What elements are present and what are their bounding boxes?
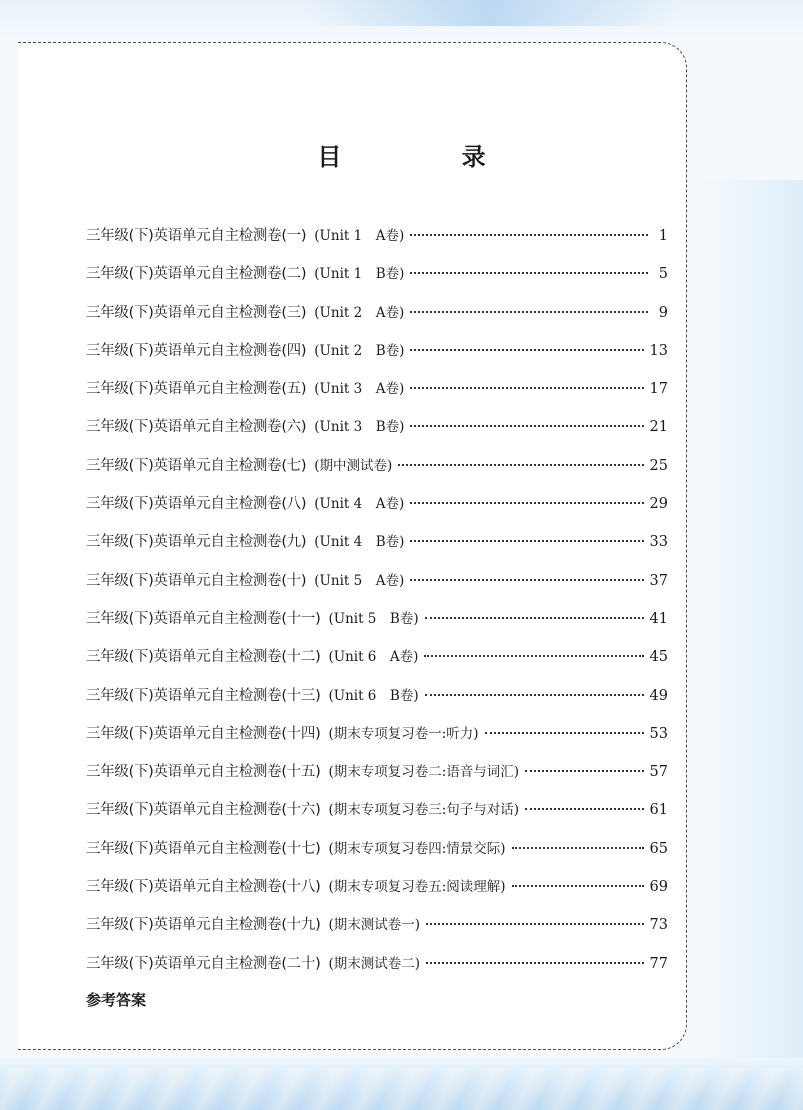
leader-dots — [410, 425, 643, 427]
toc-entry-note: (Unit 5 B卷) — [328, 610, 419, 627]
toc-entry-page: 45 — [649, 649, 668, 666]
leader-dots — [410, 579, 643, 581]
toc-entry-page: 25 — [649, 457, 668, 474]
toc-entry-title: 三年级(下)英语单元自主检测卷(二十) — [86, 955, 321, 972]
toc-entry-page: 29 — [649, 496, 668, 513]
table-of-contents — [86, 224, 668, 990]
answers-heading[interactable]: 参考答案 — [86, 991, 147, 1009]
toc-entry-title: 三年级(下)英语单元自主检测卷(十五) — [86, 764, 321, 781]
toc-entry-note: (期中测试卷) — [314, 457, 393, 474]
toc-entry-page: 1 — [658, 228, 668, 244]
toc-entry-title: 三年级(下)英语单元自主检测卷(七) — [86, 457, 307, 474]
toc-entry-note: (Unit 4 B卷) — [314, 534, 405, 551]
toc-entry-note: (Unit 6 A卷) — [328, 649, 419, 666]
leader-dots — [410, 502, 643, 504]
leader-dots — [424, 655, 643, 657]
toc-entry-page: 61 — [649, 802, 668, 819]
toc-entry-page: 41 — [649, 610, 668, 627]
toc-entry[interactable] — [86, 607, 668, 645]
toc-entry[interactable] — [86, 530, 668, 568]
toc-entry-page: 69 — [649, 879, 668, 896]
leader-dots — [410, 311, 648, 313]
toc-entry[interactable] — [86, 224, 668, 262]
toc-entry-note: (期末专项复习卷三:句子与对话) — [328, 802, 520, 819]
toc-entry-title: 三年级(下)英语单元自主检测卷(十一) — [86, 610, 321, 627]
leader-dots — [512, 885, 644, 887]
toc-entry-title: 三年级(下)英语单元自主检测卷(三) — [86, 304, 307, 321]
toc-entry-title: 三年级(下)英语单元自主检测卷(五) — [86, 381, 307, 398]
toc-entry-note: (Unit 1 A卷) — [314, 228, 405, 244]
toc-entry-page: 5 — [658, 266, 668, 283]
decorative-wave — [0, 1068, 803, 1110]
toc-entry[interactable] — [86, 339, 668, 377]
toc-entry[interactable] — [86, 377, 668, 415]
toc-entry-page: 73 — [649, 917, 668, 934]
toc-entry[interactable] — [86, 684, 668, 722]
toc-entry[interactable] — [86, 569, 668, 607]
toc-entry-title: 三年级(下)英语单元自主检测卷(十三) — [86, 687, 321, 704]
toc-entry[interactable] — [86, 645, 668, 683]
toc-entry[interactable] — [86, 875, 668, 913]
toc-entry-title: 三年级(下)英语单元自主检测卷(十八) — [86, 879, 321, 896]
toc-entry[interactable] — [86, 415, 668, 453]
page-title: 目 录 — [317, 143, 542, 171]
toc-entry-note: (Unit 6 B卷) — [328, 687, 419, 704]
toc-entry[interactable] — [86, 454, 668, 492]
toc-entry-page: 13 — [649, 342, 668, 359]
toc-entry-page: 37 — [649, 572, 668, 589]
toc-entry-note: (Unit 3 A卷) — [314, 381, 405, 398]
toc-entry-page: 33 — [649, 534, 668, 551]
toc-entry-title: 三年级(下)英语单元自主检测卷(八) — [86, 496, 307, 513]
leader-dots — [512, 847, 644, 849]
toc-entry[interactable] — [86, 760, 668, 798]
toc-entry-note: (期末测试卷二) — [328, 955, 420, 972]
toc-entry-note: (Unit 2 B卷) — [314, 342, 405, 359]
toc-entry-note: (期末专项复习卷一:听力) — [328, 725, 479, 742]
toc-entry-note: (Unit 4 A卷) — [314, 496, 405, 513]
toc-entry-title: 三年级(下)英语单元自主检测卷(二) — [86, 266, 307, 283]
toc-entry-page: 53 — [649, 725, 668, 742]
toc-entry-note: (Unit 1 B卷) — [314, 266, 405, 283]
toc-entry-note: (期末专项复习卷二:语音与词汇) — [328, 764, 520, 781]
toc-entry-title: 三年级(下)英语单元自主检测卷(四) — [86, 342, 307, 359]
leader-dots — [525, 770, 644, 772]
leader-dots — [485, 732, 644, 734]
toc-entry[interactable] — [86, 837, 668, 875]
toc-entry-title: 三年级(下)英语单元自主检测卷(十七) — [86, 840, 321, 857]
toc-entry-title: 三年级(下)英语单元自主检测卷(十四) — [86, 725, 321, 742]
side-glow — [700, 180, 803, 1060]
toc-entry-title: 三年级(下)英语单元自主检测卷(六) — [86, 419, 307, 436]
toc-entry-title: 三年级(下)英语单元自主检测卷(一) — [86, 228, 307, 244]
toc-entry[interactable] — [86, 952, 668, 990]
toc-entry[interactable] — [86, 301, 668, 339]
leader-dots — [426, 923, 644, 925]
leader-dots — [398, 464, 643, 466]
toc-entry-page: 9 — [658, 304, 668, 321]
leader-dots — [426, 962, 644, 964]
toc-entry[interactable] — [86, 798, 668, 836]
leader-dots — [425, 617, 644, 619]
toc-entry-title: 三年级(下)英语单元自主检测卷(十九) — [86, 917, 321, 934]
toc-entry-note: (期末专项复习卷四:情景交际) — [328, 840, 506, 857]
toc-entry-page: 57 — [649, 764, 668, 781]
toc-entry-title: 三年级(下)英语单元自主检测卷(十) — [86, 572, 307, 589]
decorative-swoosh — [300, 0, 680, 26]
leader-dots — [410, 387, 643, 389]
leader-dots — [410, 349, 643, 351]
toc-entry-page: 65 — [649, 840, 668, 857]
leader-dots — [410, 540, 643, 542]
toc-entry-page: 21 — [649, 419, 668, 436]
toc-entry-note: (Unit 2 A卷) — [314, 304, 405, 321]
leader-dots — [425, 694, 644, 696]
toc-entry-page: 77 — [649, 955, 668, 972]
toc-entry-note: (期末测试卷一) — [328, 917, 420, 934]
toc-entry-title: 三年级(下)英语单元自主检测卷(十二) — [86, 649, 321, 666]
toc-entry-note: (Unit 3 B卷) — [314, 419, 405, 436]
toc-entry-page: 49 — [649, 687, 668, 704]
toc-entry[interactable] — [86, 913, 668, 951]
leader-dots — [410, 272, 648, 274]
toc-entry[interactable] — [86, 262, 668, 300]
toc-entry-page: 17 — [649, 381, 668, 398]
toc-entry-title: 三年级(下)英语单元自主检测卷(九) — [86, 534, 307, 551]
toc-entry-note: (Unit 5 A卷) — [314, 572, 405, 589]
leader-dots — [525, 808, 644, 810]
toc-entry[interactable] — [86, 492, 668, 530]
toc-entry-note: (期末专项复习卷五:阅读理解) — [328, 879, 506, 896]
toc-entry[interactable] — [86, 722, 668, 760]
toc-entry-title: 三年级(下)英语单元自主检测卷(十六) — [86, 802, 321, 819]
leader-dots — [410, 234, 648, 236]
